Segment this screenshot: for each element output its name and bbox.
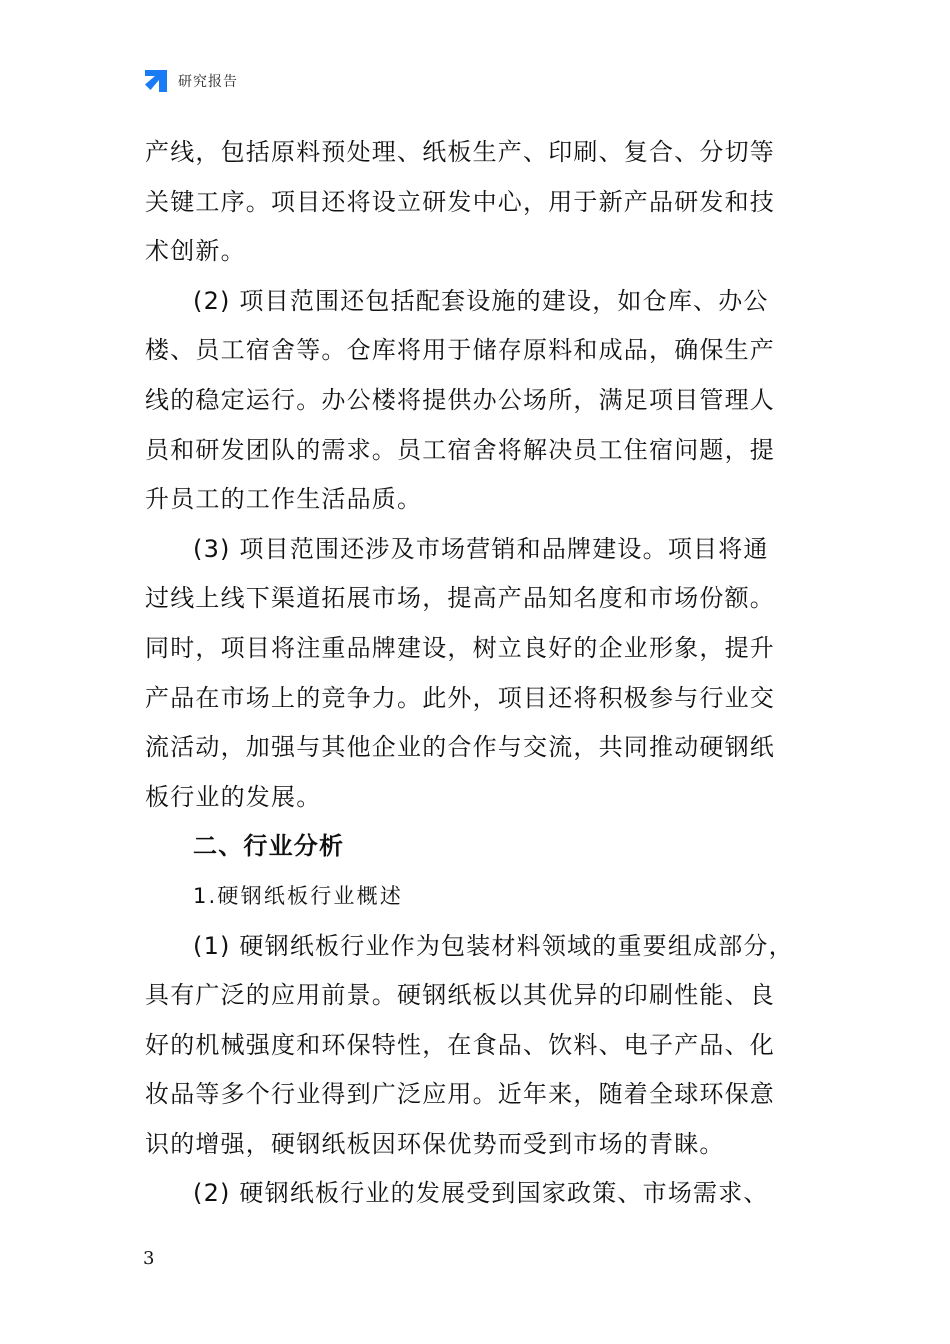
paragraph-line: 识的增强，硬钢纸板因环保优势而受到市场的青睐。 (145, 1129, 725, 1158)
paragraph-line: 过线上线下渠道拓展市场，提高产品知名度和市场份额。 (145, 584, 775, 613)
subsection-heading: 1.硬钢纸板行业概述 (193, 883, 404, 908)
paragraph-line: 产线，包括原料预处理、纸板生产、印刷、复合、分切等 (145, 138, 775, 166)
header-title: 研究报告 (178, 74, 238, 90)
paragraph-line: 楼、员工宿舍等。仓库将用于储存原料和成品，确保生产 (145, 336, 775, 365)
paragraph-line: 好的机械强度和环保特性，在食品、饮料、电子产品、化 (145, 1030, 775, 1059)
paragraph-line: 员和研发团队的需求。员工宿舍将解决员工住宿问题，提 (145, 435, 775, 464)
header (143, 66, 238, 96)
paragraph-line: 流活动，加强与其他企业的合作与交流，共同推动硬钢纸 (145, 733, 775, 762)
paragraph-line: 升员工的工作生活品质。 (145, 485, 423, 514)
arrow-up-right-icon (143, 68, 169, 94)
paragraph-line: 线的稳定运行。办公楼将提供办公场所，满足项目管理人 (145, 385, 775, 414)
body-text (145, 128, 835, 1219)
paragraph-line: 产品在市场上的竞争力。此外，项目还将积极参与行业交 (145, 683, 775, 712)
paragraph-line: 同时，项目将注重品牌建设，树立良好的企业形象，提升 (145, 633, 775, 662)
paragraph-line: 术创新。 (145, 237, 246, 266)
paragraph-line: 妆品等多个行业得到广泛应用。近年来，随着全球环保意 (145, 1080, 775, 1109)
paragraph-line: (2) 项目范围还包括配套设施的建设，如仓库、办公 (193, 286, 769, 315)
paragraph-line: (1) 硬钢纸板行业作为包装材料领域的重要组成部分， (193, 931, 794, 960)
paragraph-line: 板行业的发展。 (145, 782, 322, 811)
page-number: 3 (143, 1248, 155, 1269)
paragraph-line: (3) 项目范围还涉及市场营销和品牌建设。项目将通 (193, 534, 769, 563)
paragraph-line: 关键工序。项目还将设立研发中心，用于新产品研发和技 (145, 187, 775, 216)
section-heading: 二、行业分析 (193, 832, 345, 861)
paragraph-line: (2) 硬钢纸板行业的发展受到国家政策、市场需求、 (193, 1179, 769, 1208)
paragraph-line: 具有广泛的应用前景。硬钢纸板以其优异的印刷性能、良 (145, 981, 775, 1010)
